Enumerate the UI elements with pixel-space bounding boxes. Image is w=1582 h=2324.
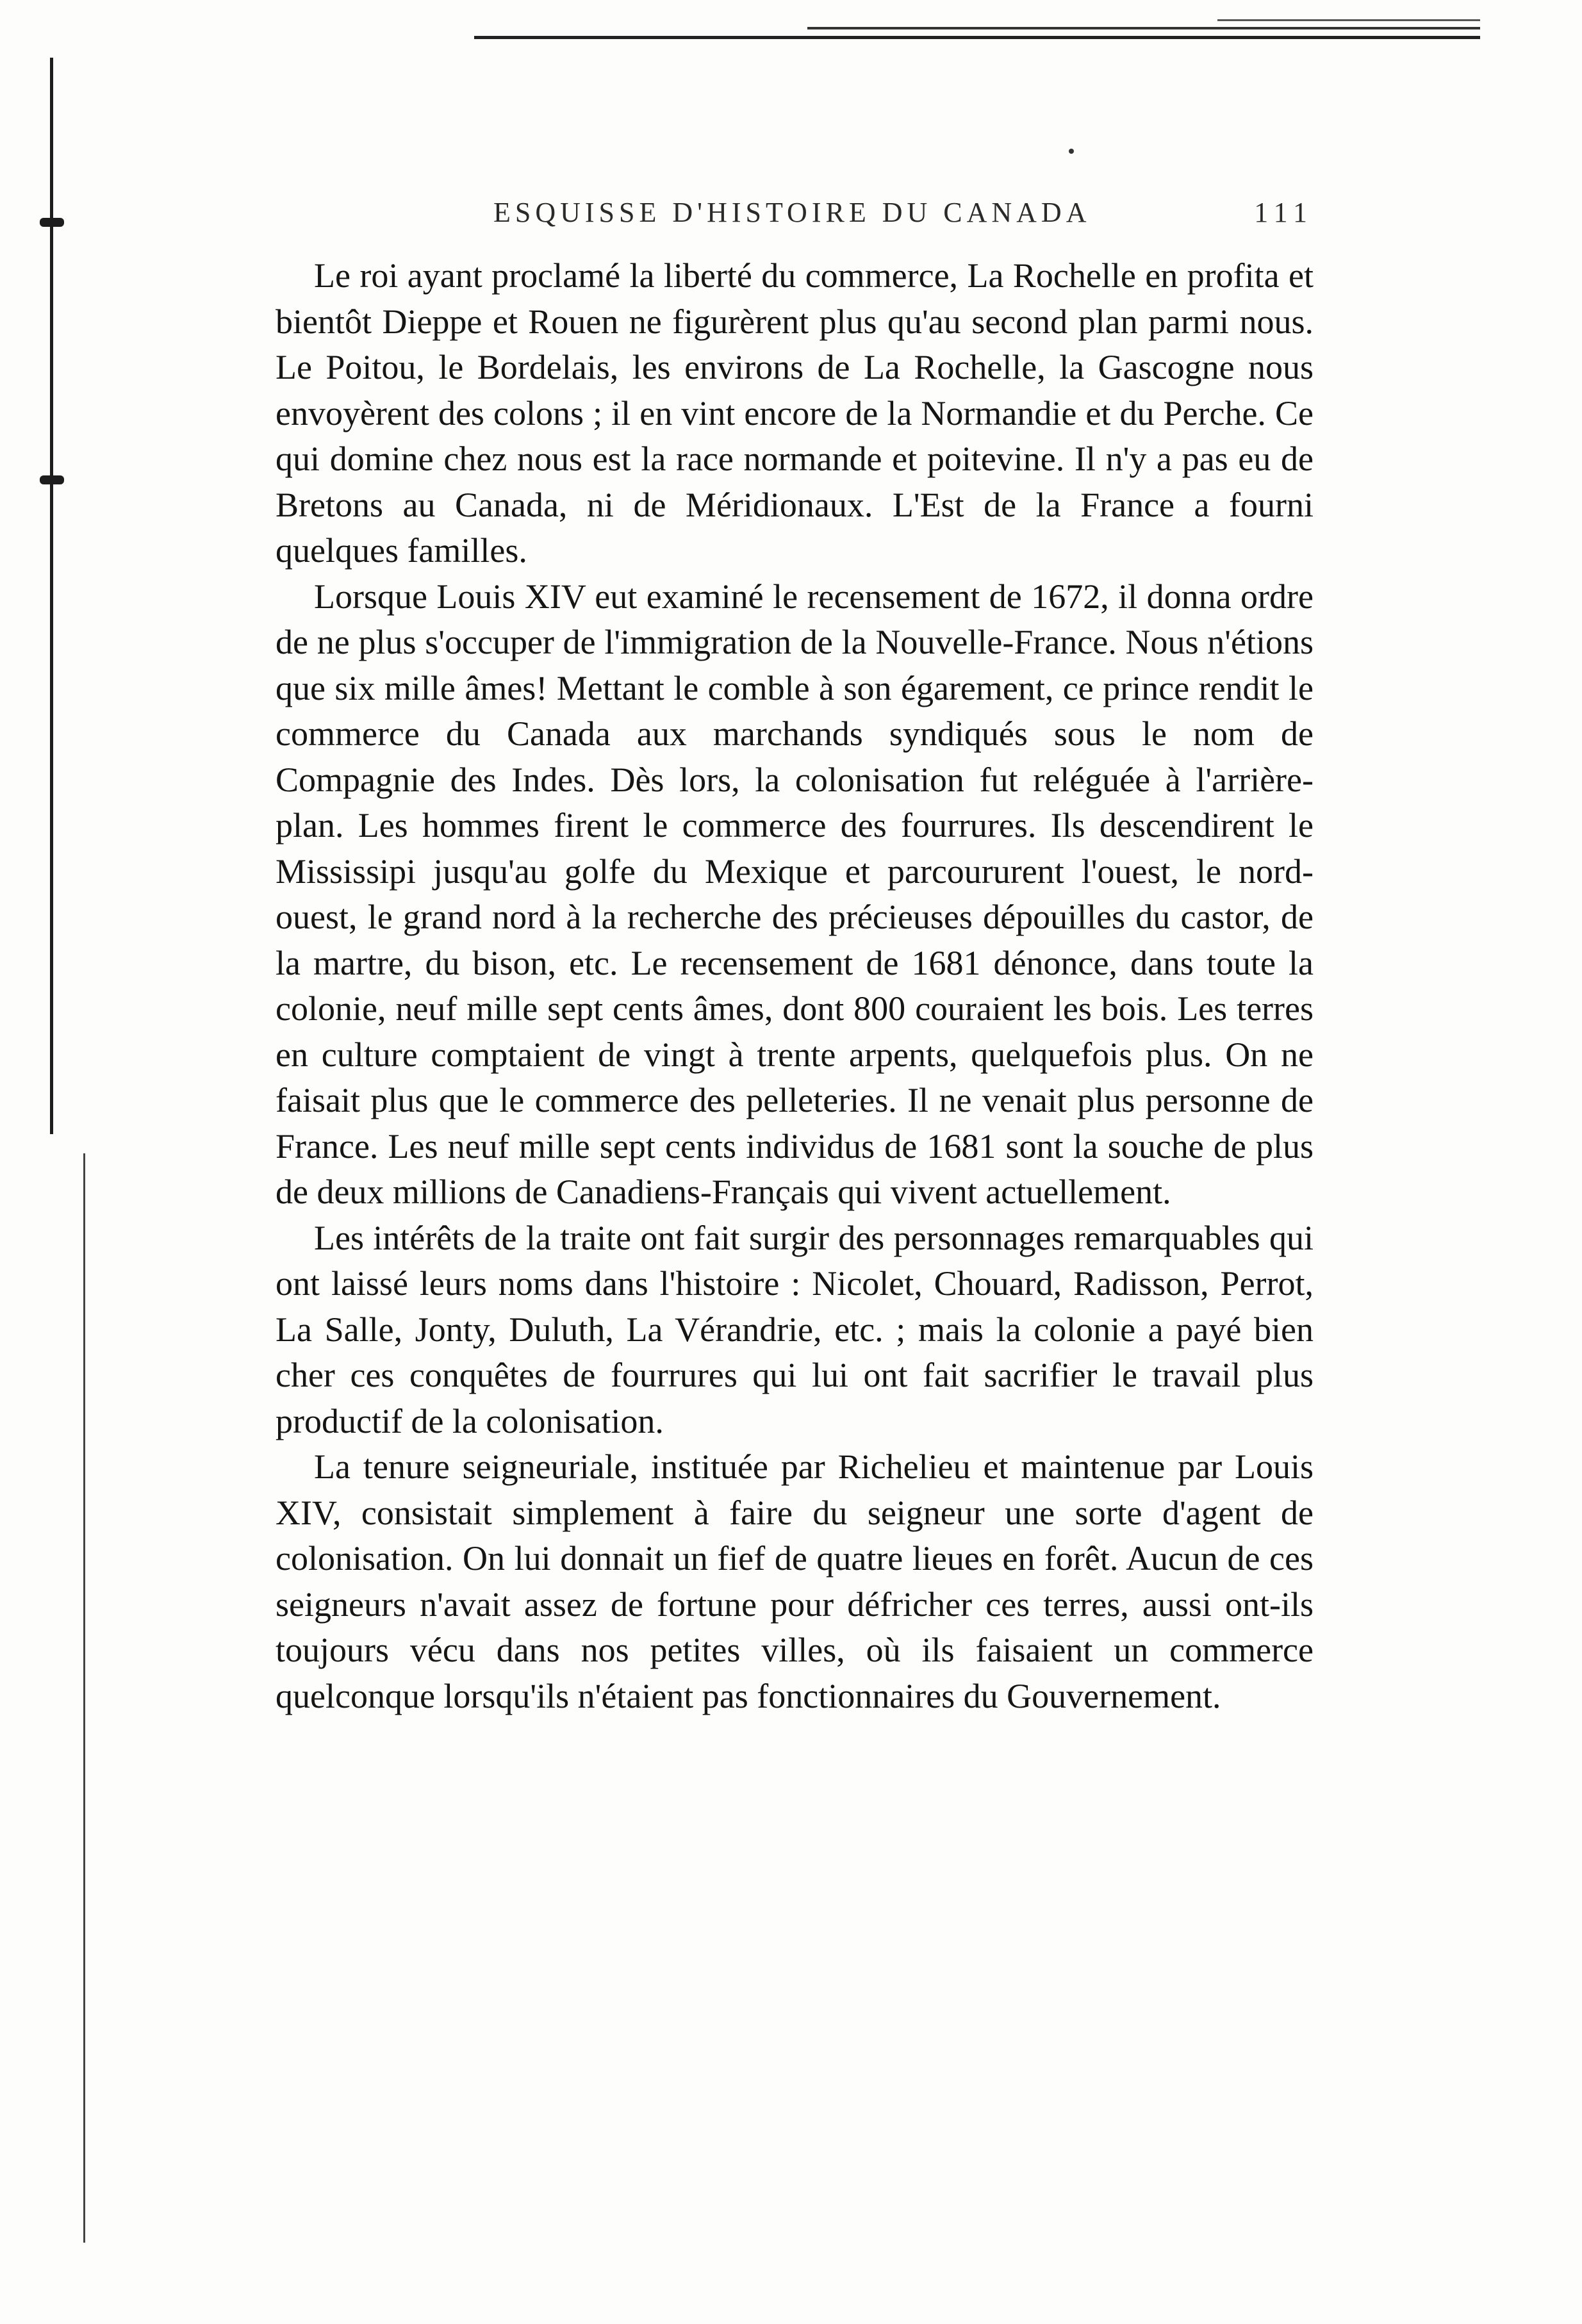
binding-mark <box>40 475 64 484</box>
scan-edge-rule <box>474 36 1480 39</box>
scan-edge-rule <box>807 27 1480 29</box>
running-head-title: ESQUISSE D'HISTOIRE DU CANADA <box>493 197 1091 228</box>
body-text <box>276 253 1314 1719</box>
scan-edge-rule <box>1217 19 1480 21</box>
paragraph: Le roi ayant proclamé la liberté du commerce, La Rochelle en profita et bientôt Dieppe et Rouen ne figurèrent plus qu'au second plan parmi nous. Le Poitou, le Bordelais, les environs de La Rochelle, la Gascogne nous envoyèrent des colons ; il en vint encore de la Normandie et du Perche. Ce qui domine chez nous est la race normande et poitevine. Il n'y a pas eu de Bretons au Canada, ni de Méridionaux. L'Est de la France a fourni quelques familles. <box>276 256 1314 570</box>
binding-edge-line <box>83 1153 85 2243</box>
scan-speck <box>1069 149 1074 154</box>
running-head <box>276 192 1314 243</box>
paragraph: La tenure seigneuriale, instituée par Richelieu et maintenue par Louis XIV, consistait simplement à faire du seigneur une sorte d'agent de colonisation. On lui donnait un fief de quatre lieues en forêt. Aucun de ces seigneurs n'avait assez de fortune pour défricher ces terres, aussi ont-ils toujours vécu dans nos petites villes, où ils faisaient un commerce quelconque lorsqu'ils n'étaient pas fonctionnaires du Gouvernement. <box>276 1447 1314 1715</box>
page-number: 111 <box>1254 197 1314 228</box>
paragraph: Les intérêts de la traite ont fait surgir des personnages remarquables qui ont laissé leurs noms dans l'histoire : Nicolet, Chouard, Radisson, Perrot, La Salle, Jonty, Duluth, La Vérandrie, etc. ; mais la colonie a payé bien cher ces conquêtes de fourrures qui lui ont fait sacrifier le travail plus productif de la colonisation. <box>276 1218 1314 1440</box>
paragraph: Lorsque Louis XIV eut examiné le recensement de 1672, il donna ordre de ne plus s'occuper de l'immigration de la Nouvelle-France. Nous n'étions que six mille âmes! Mettant le comble à son égarement, ce prince rendit le commerce du Canada aux marchands syndiqués sous le nom de Compagnie des Indes. Dès lors, la colonisation fut reléguée à l'arrière-plan. Les hommes firent le commerce des fourrures. Ils descendirent le Mississipi jusqu'au golfe du Mexique et parcoururent l'ouest, le nord-ouest, le grand nord à la recherche des précieuses dépouilles du castor, de la martre, du bison, etc. Le recensement de 1681 dénonce, dans toute la colonie, neuf mille sept cents âmes, dont 800 couraient les bois. Les terres en culture comptaient de vingt à trente arpents, quelquefois plus. On ne faisait plus que le commerce des pelleteries. Il ne venait plus personne de France. Les neuf mille sept cents individus de 1681 sont la souche de plus de deux millions de Canadiens-Français qui vivent actuellement. <box>276 577 1314 1211</box>
binding-mark <box>40 218 64 227</box>
